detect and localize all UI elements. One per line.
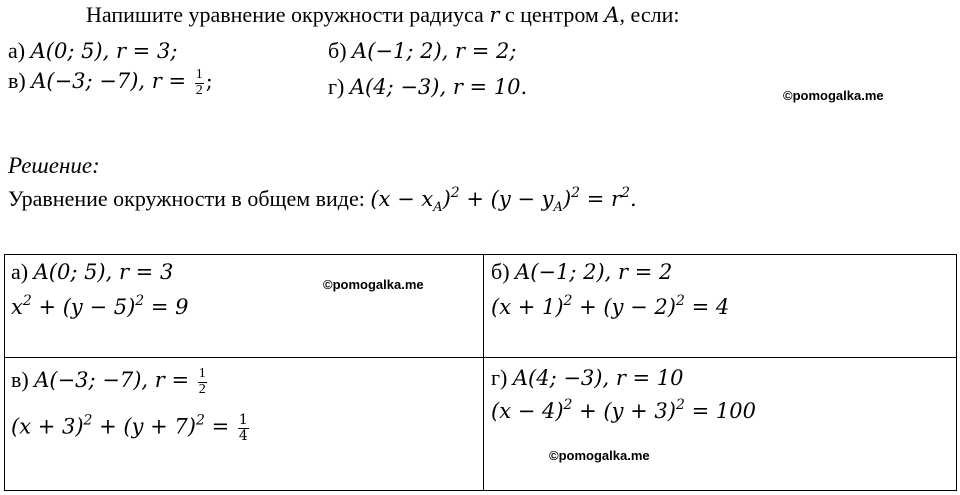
cell-v-given (11, 367, 209, 397)
equation-exponent: 2 (22, 293, 32, 309)
cell-v-given-math: A(−3; −7), r = (34, 368, 196, 393)
center-variable: A (604, 3, 620, 27)
task-item-g (328, 76, 527, 98)
solution-table (4, 254, 957, 491)
equation-exponent: 2 (83, 412, 93, 429)
formula-part: + (y − y (459, 187, 554, 211)
equation-part: x (11, 295, 23, 319)
cell-g-given-math: A(4; −3), r = 10 (512, 366, 684, 390)
equation-exponent: 2 (675, 293, 685, 309)
formula-exponent: 2 (450, 185, 460, 201)
equation-exponent: 2 (563, 293, 573, 309)
formula-exponent: 2 (621, 185, 630, 201)
equation-part: = 9 (144, 295, 189, 319)
equation-exponent: 2 (563, 397, 573, 413)
formula-exponent: 2 (571, 185, 581, 201)
equation-exponent: 2 (135, 293, 145, 309)
table-horizontal-divider (5, 357, 956, 358)
cell-v-equation-fraction (238, 413, 249, 443)
watermark-top: ©pomogalka.me (783, 88, 884, 103)
formula-subscript: A (433, 200, 443, 215)
problem-if-text: , если: (619, 2, 680, 27)
task-item-v (8, 68, 213, 98)
formula-part: . (629, 187, 637, 211)
cell-b-given (491, 261, 672, 283)
fraction-numerator: 1 (195, 67, 203, 82)
cell-a-label: а) (11, 259, 29, 284)
cell-v-given-fraction (198, 367, 207, 397)
task-item-v-label: в) (8, 68, 26, 94)
task-item-v-tail: ; (205, 69, 213, 94)
cell-g-given (491, 367, 684, 389)
fraction-denominator: 4 (238, 427, 248, 444)
cell-g-equation (491, 397, 756, 423)
task-item-b-label: б) (328, 38, 347, 63)
formula-subscript: A (553, 200, 563, 215)
equation-exponent: 2 (195, 412, 205, 429)
general-equation-label: Уравнение окружности в общем виде: (8, 186, 365, 211)
equation-part: = 100 (684, 399, 756, 423)
watermark-table-top: ©pomogalka.me (323, 277, 424, 292)
formula-part: = r (580, 187, 622, 211)
formula-part: ) (442, 187, 451, 211)
formula-part: (x − x (370, 187, 434, 211)
task-item-b-math: A(−1; 2), r = 2; (352, 39, 517, 63)
cell-v-label: в) (11, 367, 29, 393)
cell-a-given (11, 261, 173, 283)
task-item-v-fraction (195, 68, 204, 98)
equation-part: (x − 4) (491, 399, 564, 423)
fraction-denominator: 2 (195, 82, 203, 98)
watermark-table-bottom: ©pomogalka.me (549, 448, 650, 463)
general-equation-formula (370, 185, 637, 215)
equation-part: (x + 3) (11, 414, 84, 439)
fraction-denominator: 2 (198, 381, 206, 397)
cell-b-given-math: A(−1; 2), r = 2 (515, 260, 673, 284)
task-item-a-math: A(0; 5), r = 3; (30, 39, 178, 63)
table-vertical-divider (483, 255, 484, 490)
task-item-a (8, 40, 177, 62)
equation-part: = 4 (684, 295, 730, 319)
equation-part: + (y + 7) (92, 414, 196, 439)
problem-prompt: Напишите уравнение окружности радиуса (86, 2, 484, 27)
equation-exponent: 2 (675, 397, 685, 413)
solution-heading: Решение: (8, 153, 100, 178)
equation-part: + (y − 5) (31, 295, 136, 319)
general-equation-line (8, 185, 637, 215)
cell-b-label: б) (491, 259, 510, 284)
task-item-g-label: г) (328, 74, 345, 99)
fraction-numerator: 1 (238, 412, 248, 428)
radius-variable: r (489, 3, 500, 27)
equation-part: = (204, 414, 236, 439)
cell-v-equation (11, 413, 251, 443)
cell-b-equation (491, 293, 730, 319)
task-item-b (328, 40, 516, 62)
fraction-numerator: 1 (198, 366, 206, 381)
task-item-v-math: A(−3; −7), r = (31, 69, 193, 94)
cell-a-given-math: A(0; 5), r = 3 (33, 260, 174, 284)
equation-part: (x + 1) (491, 295, 564, 319)
task-item-g-math: A(4; −3), r = 10. (349, 75, 528, 99)
equation-part: + (y + 3) (572, 399, 676, 423)
task-item-a-label: а) (8, 38, 26, 63)
cell-a-equation (11, 293, 189, 319)
problem-statement (86, 4, 679, 26)
problem-center-text: с центром (504, 2, 599, 27)
equation-part: + (y − 2) (572, 295, 676, 319)
formula-part: ) (562, 187, 572, 211)
cell-g-label: г) (491, 365, 508, 390)
